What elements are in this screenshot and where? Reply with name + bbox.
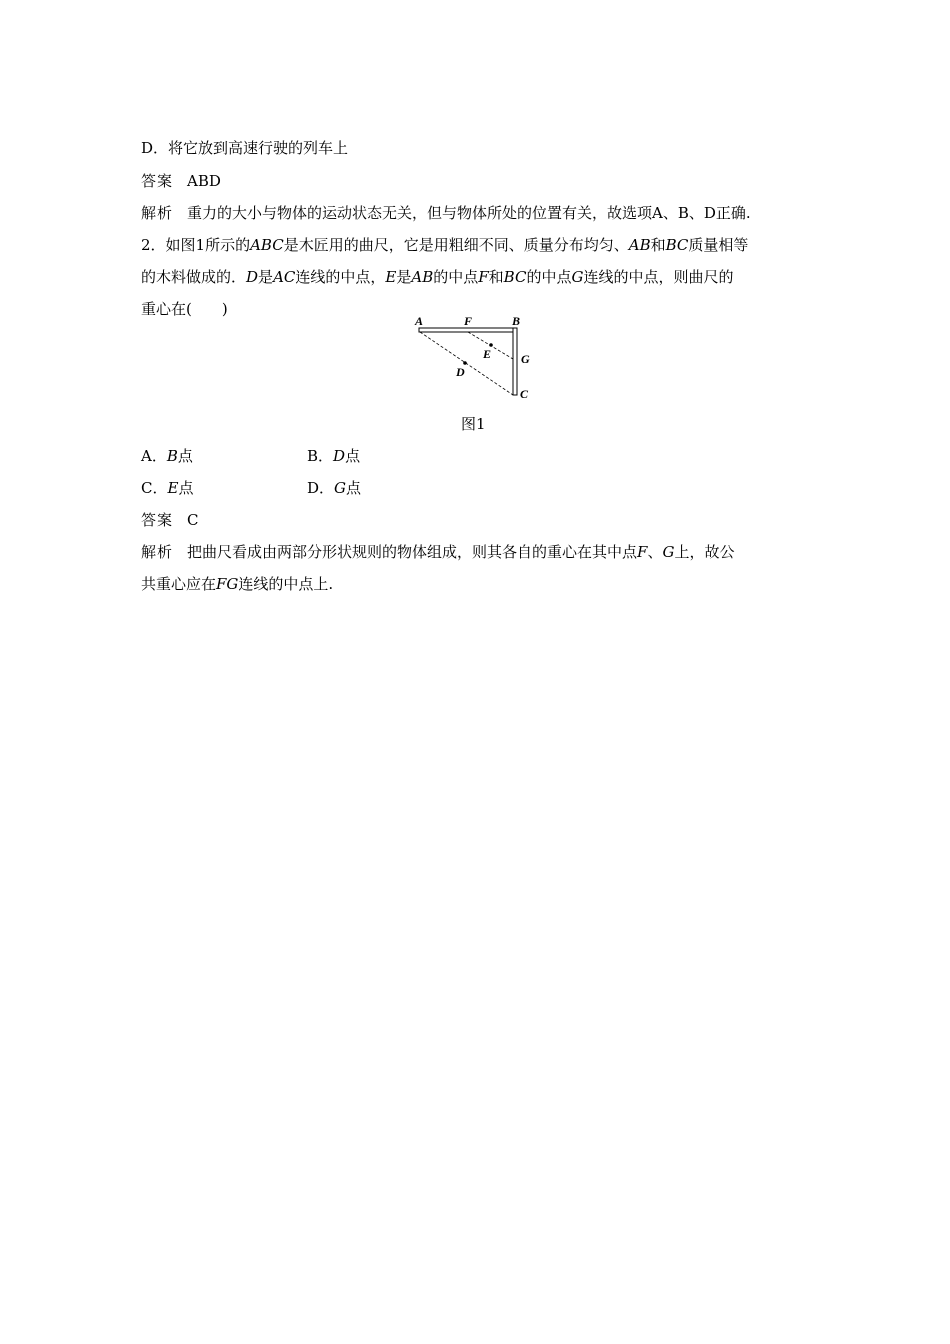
text: 是 — [258, 268, 274, 286]
text: 2．如图1所示的 — [141, 236, 251, 254]
text: 点 — [178, 479, 194, 497]
text: 和 — [650, 236, 666, 254]
label-b: B — [512, 314, 521, 328]
arm-ab — [419, 328, 517, 332]
label-c: C — [520, 387, 529, 401]
answer-label: 答案 — [141, 172, 174, 190]
var: G — [334, 479, 347, 497]
q2-analysis-line-2 — [141, 574, 333, 594]
var: ABC — [250, 236, 284, 254]
var: F — [637, 543, 648, 561]
text: 的中点 — [433, 268, 479, 286]
text: 点 — [177, 447, 193, 465]
text: 连线的中点， — [295, 268, 386, 286]
var: AB — [411, 268, 434, 286]
text: C． — [141, 479, 168, 497]
var: FG — [216, 575, 239, 593]
answer-label: 答案 — [141, 511, 174, 529]
var: E — [167, 479, 179, 497]
var: G — [571, 268, 584, 286]
var: AC — [273, 268, 296, 286]
text: 把曲尺看成由两部分形状规则的物体组成，则其各自的重心在其中点 — [187, 543, 638, 561]
text: 和 — [488, 268, 504, 286]
q2-stem-line-1 — [141, 235, 748, 255]
text: 点 — [346, 479, 362, 497]
text: 共重心应在 — [141, 575, 217, 593]
text: 点 — [345, 447, 361, 465]
label-d: D — [456, 365, 465, 379]
var: G — [662, 543, 675, 561]
analysis-text: 重力的大小与物体的运动状态无关，但与物体所处的位置有关，故选项A、B、D正确. — [187, 204, 751, 222]
q1-option-d: D．将它放到高速行驶的列车上 — [141, 139, 349, 157]
var: B — [166, 447, 178, 465]
q2-option-d — [307, 478, 361, 498]
text: 质量相等 — [688, 236, 749, 254]
q2-analysis-line-1 — [141, 542, 734, 562]
q2-stem-line-2 — [141, 267, 733, 287]
analysis-label: 解析 — [141, 543, 174, 561]
text: A． — [141, 447, 167, 465]
text: B． — [307, 447, 334, 465]
text: 是木匠用的曲尺，它是用粗细不同、质量分布均匀、 — [283, 236, 629, 254]
text: 的木料做成的． — [141, 268, 247, 286]
var: BC — [503, 268, 527, 286]
q1-answer — [141, 171, 221, 191]
var: D — [333, 447, 346, 465]
label-f: F — [464, 314, 473, 328]
q1-analysis — [141, 203, 751, 223]
label-e: E — [483, 347, 492, 361]
label-a: A — [415, 314, 424, 328]
text: D． — [307, 479, 335, 497]
text: 是 — [396, 268, 412, 286]
q2-option-a — [141, 446, 193, 466]
carpenter-square-figure — [410, 313, 540, 403]
var: BC — [665, 236, 689, 254]
q2-option-b — [307, 446, 360, 466]
q2-answer — [141, 510, 199, 530]
figure-caption: 图1 — [461, 415, 486, 433]
q2-stem-line-3: 重心在( ) — [141, 300, 228, 318]
analysis-label: 解析 — [141, 204, 174, 222]
var: AB — [628, 236, 651, 254]
text: 上，故公 — [674, 543, 735, 561]
text: 连线的中点上. — [238, 575, 334, 593]
var: D — [246, 268, 259, 286]
arm-bc — [513, 328, 517, 395]
text: 连线的中点，则曲尺的 — [583, 268, 734, 286]
answer-value: C — [187, 511, 199, 529]
text: 的中点 — [526, 268, 572, 286]
var: F — [478, 268, 489, 286]
answer-value: ABD — [187, 172, 221, 190]
var: E — [385, 268, 397, 286]
text: 、 — [647, 543, 663, 561]
label-g: G — [521, 352, 530, 366]
q2-option-c — [141, 478, 193, 498]
